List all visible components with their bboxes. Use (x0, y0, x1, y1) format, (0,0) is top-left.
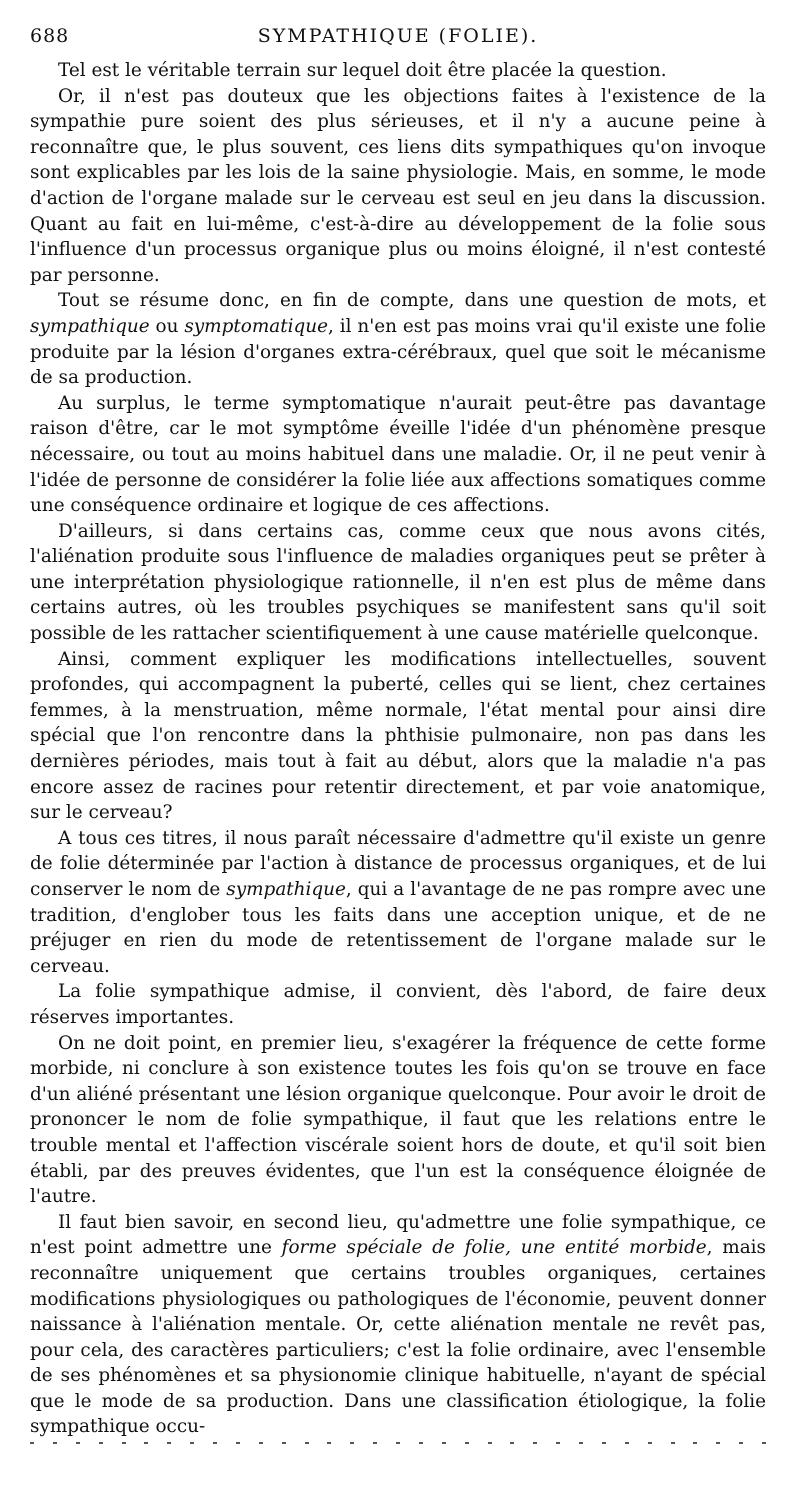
text-segment: Ainsi, comment expliquer les modifications intellectuelles, souvent profondes, qui accompagnent la puberté, celles qui se lient, chez certaines femmes, à la menstruation, même normale, l'état mental pour ainsi dire spécial que l'on rencontre dans la phthisie pulmonaire, non pas dans les dernières périodes, mais tout à fait au début, alors que la maladie n'a pas encore assez de racines pour retentir directement, et par voie anatomique, sur le cerveau? (30, 648, 766, 824)
text-segment: ou (149, 315, 185, 337)
paragraph (30, 288, 766, 390)
paragraph (30, 647, 766, 826)
paragraph (30, 391, 766, 519)
italic-text: sympathique (226, 879, 346, 900)
text-segment: D'ailleurs, si dans certains cas, comme ceux que nous avons cités, l'aliénation produite sous l'influence de maladies organiques peut se prêter à une interprétation physiologique rationnelle, il n'en est plus de même dans certains autres, où les troubles psychiques se manifestent sans qu'il soit possible de les rattacher scientifiquement à une cause matérielle quelconque. (30, 520, 766, 645)
running-title: SYMPATHIQUE (FOLIE). (257, 25, 539, 47)
italic-text: forme spéciale de folie, une entité morbide (281, 1237, 707, 1259)
paragraph (30, 979, 766, 1030)
text-segment: Or, il n'est pas douteux que les objections faites à l'existence de la sympathie pure soient des plus sérieuses, et il n'y a aucune peine à reconnaître que, le plus souvent, ces liens dits sympathiques qu'on invoque sont explicables par les lois de la saine physiologie. Mais, en somme, le mode d'action de l'organe malade sur le cerveau est seul en jeu dans la discussion. Quant au fait en lui-même, c'est-à-dire au développement de la folie sous l'influence d'un processus organique plus ou moins éloigné, il n'est contesté par personne. (30, 85, 766, 286)
text-segment: Au surplus, le terme symptomatique n'aurait peut-être pas davantage raison d'être, car le mot symptôme éveille l'idée d'un phénomène presque nécessaire, ou tout au moins habituel dans une maladie. Or, il ne peut venir à l'idée de personne de considérer la folie liée aux affections somatiques comme une conséquence ordinaire et logique de ces affections. (30, 392, 766, 517)
page-number: 688 (30, 25, 70, 47)
text-segment: Tout se résume donc, en fin de compte, dans une question de mots, et (58, 290, 766, 312)
text-segment: On ne doit point, en premier lieu, s'exagérer la fréquence de cette forme morbide, ni conclure à son existence toutes les fois qu'on se trouve en face d'un aliéné présentant une lésion organique quelconque. Pour avoir le droit de prononcer le nom de folie sympathique, il faut que les relations entre le trouble mental et l'affection viscérale soient hors de doute, et qu'il soit bien établi, par des preuves évidentes, que l'un est la conséquence éloignée de l'autre. (30, 1032, 766, 1208)
text-segment: Tel est le véritable terrain sur lequel doit être placée la question. (58, 60, 667, 81)
text-segment: , il n'en est pas moins vrai qu'il existe une folie produite par la lésion d'organes extra-cérébraux, quel que soit le mécanisme de sa production. (30, 315, 767, 389)
body-text (30, 58, 766, 1440)
footer-artifact (30, 1440, 766, 1446)
italic-text: symptomatique (184, 315, 328, 337)
paragraph (30, 1210, 766, 1440)
paragraph (30, 1031, 766, 1210)
paragraph (30, 826, 766, 980)
text-segment: A tous ces titres, il nous paraît nécessaire d'admettre qu'il existe un genre de folie déterminée par l'action à distance de processus organiques, et de lui conserver le nom de (30, 827, 766, 900)
text-segment: La folie sympathique admise, il convient, dès l'abord, de faire deux réserves importantes. (30, 981, 766, 1028)
paragraph (30, 58, 766, 84)
paragraph (30, 519, 766, 647)
paragraph (30, 84, 766, 289)
italic-text: sympathique (30, 315, 150, 337)
page-header (30, 22, 766, 50)
text-segment: , qui a l'avantage de ne pas rompre avec une tradition, d'englober tous les faits dans une acception unique, et de ne préjuger en rien du mode de retentissement de l'organe malade sur le cerveau. (30, 879, 766, 977)
text-segment: , mais reconnaître uniquement que certains troubles organiques, certaines modifications physiologiques ou pathologiques de l'économie, peuvent donner naissance à l'aliénation mentale. Or, cette aliénation mentale ne revêt pas, pour cela, des caractères particuliers; c'est la folie ordinaire, avec l'ensemble de ses phénomènes et sa physionomie clinique habituelle, n'ayant de spécial que le mode de sa production. Dans une classification étiologique, la folie sympathique occu- (30, 1237, 766, 1438)
document-page (30, 22, 766, 1440)
text-segment: Il faut bien savoir, en second lieu, qu'admettre une folie sympathique, ce n'est point admettre une (30, 1211, 766, 1259)
